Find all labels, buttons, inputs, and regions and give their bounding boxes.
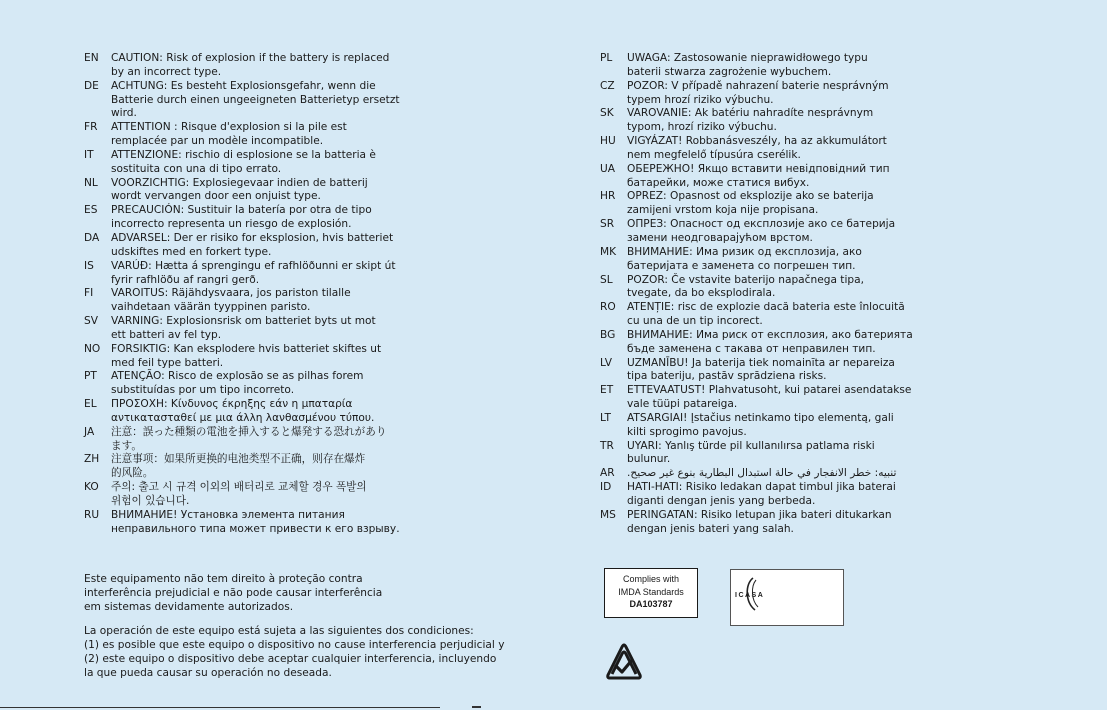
warning-line: cu una de un tip incorect. — [627, 315, 763, 328]
warning-line: 위험이 있습니다. — [111, 495, 190, 507]
warning-text — [111, 232, 444, 260]
warning-entry-it — [84, 149, 444, 177]
warning-line: zamijeni vrstom koja nije propisana. — [627, 204, 819, 217]
warning-line: 주의: 출고 시 규격 이외의 배터리로 교체할 경우 폭발의 — [111, 481, 367, 494]
warning-entry-tr — [600, 440, 945, 468]
warning-entry-sr — [600, 218, 945, 246]
warning-entry-fr — [84, 121, 444, 149]
warning-line: vaihdetaan väärän tyyppinen paristo. — [111, 301, 311, 314]
warning-entry-pl — [600, 52, 945, 80]
imda-line-2: IMDA Standards — [618, 586, 684, 597]
language-code: IS — [84, 259, 94, 272]
language-code: FI — [84, 287, 94, 300]
warning-entry-ua — [600, 163, 945, 191]
language-code: SR — [600, 218, 615, 231]
warning-line: OPREZ: Opasnost od eksplozije ako se baterija — [627, 190, 874, 203]
warning-line: substituídas por um tipo incorreto. — [111, 384, 295, 397]
warning-line: VOORZICHTIG: Explosiegevaar indien de batterij — [111, 176, 368, 189]
warning-line: ETTEVAATUST! Plahvatusoht, kui patarei asendatakse — [627, 384, 912, 397]
warning-line: UZMANĪBU! Ja baterija tiek nomainīta ar nepareiza — [627, 356, 895, 369]
warning-text — [627, 107, 945, 135]
warning-line: fyrir rafhlöðu af rangri gerð. — [111, 273, 260, 286]
warning-text — [627, 80, 945, 108]
warning-entry-ar — [600, 467, 945, 481]
language-code: NL — [84, 176, 98, 189]
warning-line: VAROITUS: Räjähdysvaara, jos pariston tilalle — [111, 287, 351, 300]
warning-entry-sk — [600, 107, 945, 135]
warning-text — [627, 218, 945, 246]
warning-line: 注意：誤った種類の電池を挿入すると爆発する恐れがあり — [111, 425, 387, 438]
warning-line: bulunur. — [627, 453, 671, 466]
warning-entry-is — [84, 260, 444, 288]
warning-line: tvegate, da bo eksplodirala. — [627, 287, 776, 300]
language-code: RO — [600, 301, 616, 314]
warning-line: батеријата е заменета со погрешен тип. — [627, 259, 856, 272]
language-code: ID — [600, 481, 612, 494]
rcm-compliance-mark-icon — [602, 642, 658, 680]
warning-entry-no — [84, 343, 444, 371]
language-code: HR — [600, 190, 616, 203]
warning-line: wordt vervangen door een onjuist type. — [111, 190, 321, 203]
warning-line: ATENÇÃO: Risco de explosão se as pilhas forem — [111, 370, 364, 383]
warning-entry-cz — [600, 80, 945, 108]
warning-line: vale tüüpi patareiga. — [627, 398, 738, 411]
warning-line: ATTENZIONE: rischio di esplosione se la batteria è — [111, 148, 376, 161]
language-code: LV — [600, 356, 612, 369]
warning-line: ADVARSEL: Der er risiko for eksplosion, hvis batteriet — [111, 231, 394, 244]
warning-line: VIGYÁZAT! Robbanásveszély, ha az akkumulátort — [627, 135, 887, 148]
notice-line: la que pueda causar su operación no deseada. — [84, 666, 332, 679]
language-code: UA — [600, 162, 616, 175]
warning-line: UYARI: Yanlış türde pil kullanılırsa patlama riski — [627, 439, 875, 452]
warning-entry-ko — [84, 481, 444, 509]
warning-entry-mk — [600, 246, 945, 274]
warning-line: бъде заменена с такава от неправилен тип. — [627, 342, 876, 355]
warning-line: nem megfelelő típusúra cserélik. — [627, 148, 801, 161]
warning-entry-ms — [600, 509, 945, 537]
warning-text — [111, 481, 444, 509]
warning-line: ВНИМАНИЕ! Установка элемента питания — [111, 508, 345, 521]
warnings-right-column — [600, 52, 945, 537]
language-code: BG — [600, 328, 616, 341]
warning-entry-id — [600, 481, 945, 509]
warning-text — [627, 190, 945, 218]
warning-entry-fi — [84, 287, 444, 315]
warning-text — [627, 412, 945, 440]
language-code: SL — [600, 273, 613, 286]
warning-text — [111, 453, 444, 481]
warning-text — [111, 426, 444, 454]
language-code: MK — [600, 245, 617, 258]
warning-entry-en — [84, 52, 444, 80]
warning-line: ATSARGIAI! Įstačius netinkamo tipo elementą, gali — [627, 411, 894, 424]
warning-entry-sv — [84, 315, 444, 343]
language-code: ES — [84, 204, 98, 217]
warning-line: ВНИМАНИЕ: Има риск от експлозия, ако батерията — [627, 328, 913, 341]
notice-spanish — [84, 625, 564, 681]
warning-line: by an incorrect type. — [111, 65, 222, 78]
warning-line: 的风险。 — [111, 467, 154, 480]
warning-text — [111, 149, 444, 177]
warning-line: FORSIKTIG: Kan eksplodere hvis batteriet skiftes ut — [111, 342, 382, 355]
warning-text — [627, 301, 945, 329]
notice-line: La operación de este equipo está sujeta a las siguientes dos condiciones: — [84, 625, 474, 637]
warning-line: VARNING: Explosionsrisk om batteriet byts ut mot — [111, 315, 376, 328]
warning-line: ATENȚIE: risc de explozie dacă bateria este înlocuită — [627, 301, 905, 314]
language-code: LT — [600, 411, 611, 424]
warning-line: baterii stwarza zagrożenie wybuchem. — [627, 65, 832, 78]
warning-line: PERINGATAN: Risiko letupan jika bateri ditukarkan — [627, 508, 892, 521]
bottom-divider — [0, 707, 440, 708]
language-code: MS — [600, 508, 616, 521]
warning-line: ОБЕРЕЖНО! Якщо вставити невідповідний тип — [627, 162, 890, 175]
language-code: ZH — [84, 453, 100, 466]
warning-entry-nl — [84, 177, 444, 205]
warning-entry-ro — [600, 301, 945, 329]
warning-line: typom, hrozí riziko výbuchu. — [627, 121, 777, 134]
warning-entry-da — [84, 232, 444, 260]
warning-text — [111, 121, 444, 149]
warning-line: 注意事项：如果所更换的电池类型不正确，则存在爆炸 — [111, 453, 366, 466]
warning-text — [627, 481, 945, 509]
language-code: DA — [84, 231, 100, 244]
warning-text — [111, 80, 444, 122]
warning-text — [627, 467, 945, 481]
imda-license-number: DA103787 — [629, 599, 673, 609]
warning-line: kilti sprogimo pavojus. — [627, 425, 747, 438]
warning-entry-lt — [600, 412, 945, 440]
icasa-logo-box — [730, 569, 844, 626]
warning-line: ОПРЕЗ: Опасност од експлозије ако се батерија — [627, 218, 896, 231]
warning-text — [111, 370, 444, 398]
warning-line: remplacée par un modèle incompatible. — [111, 135, 324, 148]
warning-text — [111, 287, 444, 315]
warning-line: udskiftes med en forkert type. — [111, 245, 272, 258]
warning-entry-ja — [84, 426, 444, 454]
warning-line: αντικατασταθεί με μια άλλη λανθασμένου τύπου. — [111, 411, 375, 424]
warning-text — [627, 135, 945, 163]
warning-entry-el — [84, 398, 444, 426]
warnings-left-column — [84, 52, 444, 537]
warning-line: батарейки, може статися вибух. — [627, 176, 810, 189]
language-code: ET — [600, 384, 614, 397]
warning-line: PRECAUCIÓN: Sustituir la batería por otra de tipo — [111, 204, 372, 217]
warning-line: HATI-HATI: Risiko ledakan dapat timbul jika baterai — [627, 481, 896, 494]
warning-line: неправильного типа может привести к его взрыву. — [111, 522, 400, 535]
warning-line: POZOR: V případě nahrazení baterie nesprávným — [627, 79, 889, 92]
language-code: EL — [84, 398, 97, 411]
warning-line: замени неодговарајућом врстом. — [627, 231, 813, 244]
warning-line: ett batteri av fel typ. — [111, 328, 222, 341]
warning-line: typem hrozí riziko výbuchu. — [627, 93, 774, 106]
warning-text — [627, 274, 945, 302]
warning-line: POZOR: Če vstavite baterijo napačnega tipa, — [627, 273, 864, 286]
warning-line: ACHTUNG: Es besteht Explosionsgefahr, wenn die — [111, 79, 376, 92]
warning-line: UWAGA: Zastosowanie nieprawidłowego typu — [627, 52, 868, 64]
warning-entry-et — [600, 384, 945, 412]
language-code: AR — [600, 467, 615, 480]
language-code: CZ — [600, 79, 615, 92]
warning-line: med feil type batteri. — [111, 356, 224, 369]
warning-text — [111, 315, 444, 343]
language-code: KO — [84, 481, 99, 494]
language-code: NO — [84, 342, 101, 355]
language-code: PT — [84, 370, 97, 383]
warning-text — [627, 163, 945, 191]
language-code: EN — [84, 52, 99, 64]
warning-text — [111, 509, 444, 537]
icasa-logo-text: ICASA — [735, 592, 765, 599]
warning-entry-hr — [600, 190, 945, 218]
warning-line: tipa bateriju, pastāv sprādziena risks. — [627, 370, 827, 383]
notice-line: interferência prejudicial e não pode causar interferência — [84, 586, 383, 599]
warning-text — [627, 246, 945, 274]
warning-text — [111, 260, 444, 288]
notice-line: em sistemas devidamente autorizados. — [84, 600, 294, 613]
imda-compliance-box — [604, 568, 698, 618]
warning-line: wird. — [111, 107, 137, 120]
notice-line: (1) es posible que este equipo o dispositivo no cause interferencia perjudicial y — [84, 638, 505, 651]
language-code: FR — [84, 121, 98, 134]
warning-entry-sl — [600, 274, 945, 302]
warning-entry-hu — [600, 135, 945, 163]
notice-portuguese — [84, 573, 564, 615]
warning-line: dengan jenis bateri yang salah. — [627, 522, 794, 535]
notice-line: Este equipamento não tem direito à proteção contra — [84, 573, 363, 585]
language-code: SV — [84, 315, 98, 328]
warning-line: ATTENTION : Risque d'explosion si la pile est — [111, 121, 347, 134]
warning-line: incorrecto representa un riesgo de explosión. — [111, 218, 352, 231]
warning-line: ВНИМАНИЕ: Има ризик од експлозија, ако — [627, 245, 862, 258]
warning-line: VARÚÐ: Hætta á sprengingu ef rafhlöðunni er skipt út — [111, 259, 396, 272]
warning-text — [627, 509, 945, 537]
warning-line: sostituita con una di tipo errato. — [111, 162, 282, 175]
warning-text — [627, 440, 945, 468]
language-code: DE — [84, 79, 99, 92]
warning-text — [627, 329, 945, 357]
warning-line: ます。 — [111, 439, 142, 452]
language-code: PL — [600, 52, 613, 64]
warning-line: CAUTION: Risk of explosion if the battery is replaced — [111, 52, 390, 64]
language-code: HU — [600, 135, 616, 148]
warning-entry-zh — [84, 453, 444, 481]
warning-line: ΠΡΟΣΟΧΗ: Κίνδυνος έκρηξης εάν η μπαταρία — [111, 398, 353, 411]
warning-text — [627, 357, 945, 385]
imda-line-1: Complies with — [622, 574, 680, 584]
warning-text — [111, 204, 444, 232]
warning-entry-bg — [600, 329, 945, 357]
warning-text — [111, 343, 444, 371]
language-code: IT — [84, 148, 94, 161]
warning-line: Batterie durch einen ungeeigneten Batterietyp ersetzt — [111, 93, 400, 106]
warning-text — [627, 384, 945, 412]
warning-entry-lv — [600, 357, 945, 385]
warning-line: diganti dengan jenis yang berbeda. — [627, 495, 816, 507]
language-code: TR — [600, 439, 614, 452]
language-code: RU — [84, 508, 100, 521]
language-code: JA — [84, 425, 95, 438]
language-code: SK — [600, 107, 614, 120]
warning-line: تنبيه: خطر الانفجار في حالة استبدال البطارية بنوع غير صحيح. — [627, 467, 897, 480]
warning-entry-ru — [84, 509, 444, 537]
warning-text — [111, 52, 444, 80]
warning-text — [111, 177, 444, 205]
warning-entry-pt — [84, 370, 444, 398]
warning-text — [627, 52, 945, 80]
warning-entry-es — [84, 204, 444, 232]
warning-line: VAROVANIE: Ak batériu nahradíte nesprávnym — [627, 107, 874, 120]
bottom-divider-tick — [472, 706, 481, 708]
notice-line: (2) este equipo o dispositivo debe aceptar cualquier interferencia, incluyendo — [84, 652, 497, 665]
warning-entry-de — [84, 80, 444, 122]
warning-text — [111, 398, 444, 426]
